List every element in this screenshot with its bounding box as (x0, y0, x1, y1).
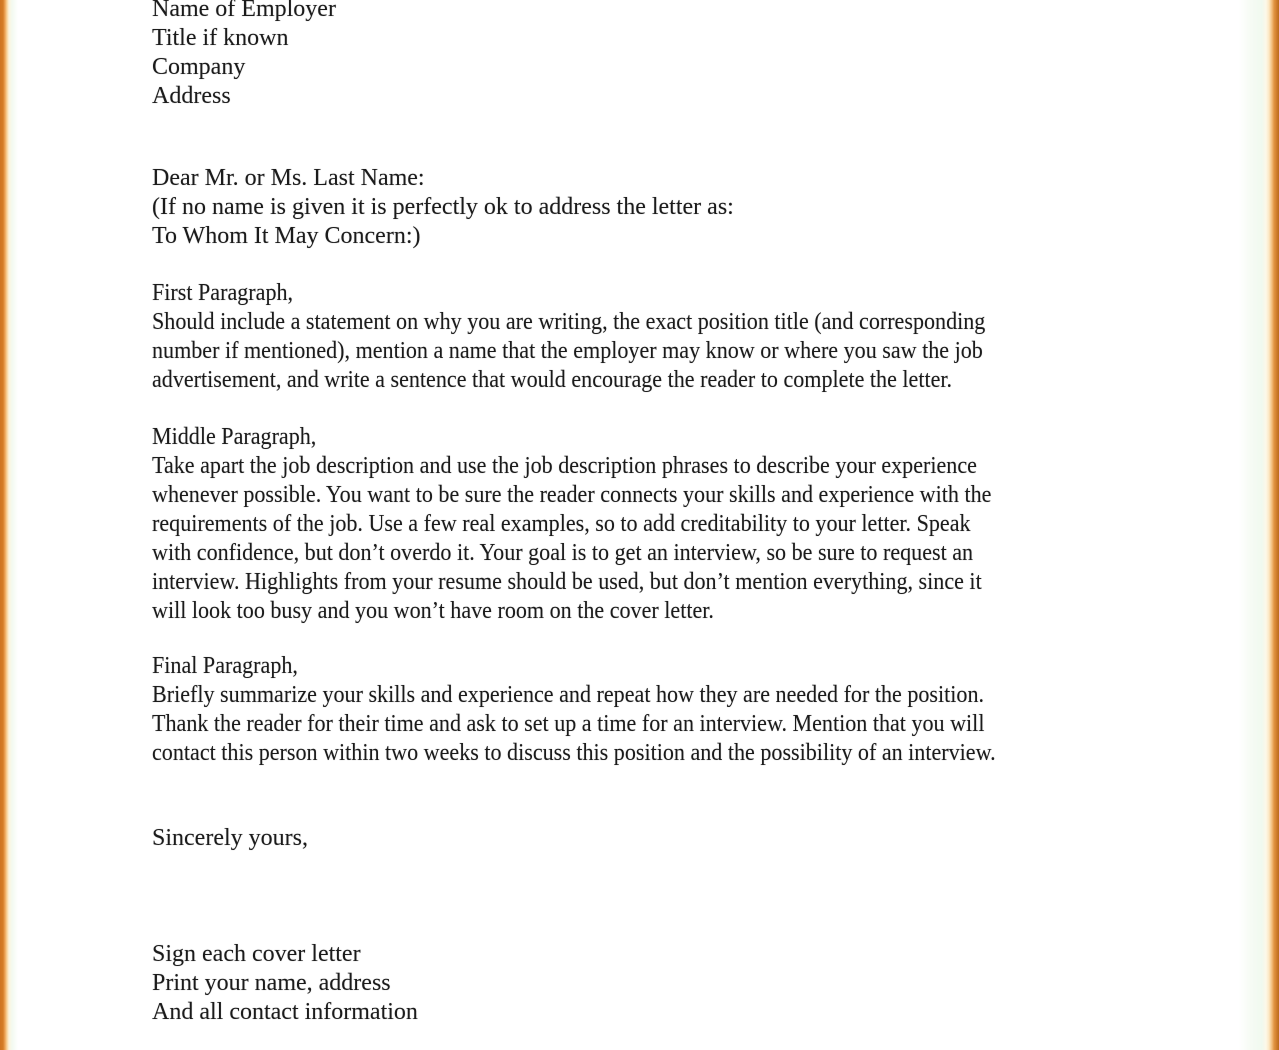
salutation-block (152, 164, 734, 251)
recipient-block (152, 0, 336, 111)
first-paragraph-block (152, 279, 985, 395)
paragraph-line: contact this person within two weeks to discuss this position and the possibility of an interview. (152, 740, 996, 766)
paragraph-heading: Final Paragraph, (152, 653, 298, 679)
signature-note-line: Sign each cover letter (152, 941, 361, 967)
paragraph-line: interview. Highlights from your resume should be used, but don’t mention everything, since it (152, 569, 982, 595)
paragraph-heading: Middle Paragraph, (152, 424, 317, 450)
signature-note-line: And all contact information (152, 999, 418, 1025)
recipient-line: Name of Employer (152, 0, 336, 22)
recipient-line: Address (152, 83, 231, 109)
paragraph-line: with confidence, but don’t overdo it. Your goal is to get an interview, so be sure to request an (152, 540, 974, 566)
left-border-stripe (0, 0, 18, 1050)
salutation-line: (If no name is given it is perfectly ok to address the letter as: (152, 194, 734, 220)
paragraph-line: requirements of the job. Use a few real examples, so to add creditability to your letter. Speak (152, 511, 971, 537)
right-border-stripe (1239, 0, 1279, 1050)
salutation-line: Dear Mr. or Ms. Last Name: (152, 165, 425, 191)
final-paragraph-block (152, 652, 996, 768)
paragraph-line: Take apart the job description and use the job description phrases to describe your experience (152, 453, 977, 479)
paragraph-line: advertisement, and write a sentence that would encourage the reader to complete the letter. (152, 367, 953, 393)
signature-note-line: Print your name, address (152, 970, 391, 996)
paragraph-heading: First Paragraph, (152, 280, 294, 306)
closing-block (152, 824, 308, 853)
salutation-line: To Whom It May Concern:) (152, 223, 421, 249)
paragraph-line: will look too busy and you won’t have room on the cover letter. (152, 598, 714, 624)
paragraph-line: Should include a statement on why you are writing, the exact position title (and corresponding (152, 309, 986, 335)
signature-note-block (152, 940, 418, 1027)
recipient-line: Company (152, 54, 246, 80)
paragraph-line: number if mentioned), mention a name that the employer may know or where you saw the job (152, 338, 983, 364)
closing-line: Sincerely yours, (152, 825, 308, 851)
paragraph-line: whenever possible. You want to be sure the reader connects your skills and experience with the (152, 482, 992, 508)
middle-paragraph-block (152, 423, 991, 626)
recipient-line: Title if known (152, 25, 289, 51)
paragraph-line: Briefly summarize your skills and experience and repeat how they are needed for the position. (152, 682, 985, 708)
paragraph-line: Thank the reader for their time and ask to set up a time for an interview. Mention that you will (152, 711, 985, 737)
